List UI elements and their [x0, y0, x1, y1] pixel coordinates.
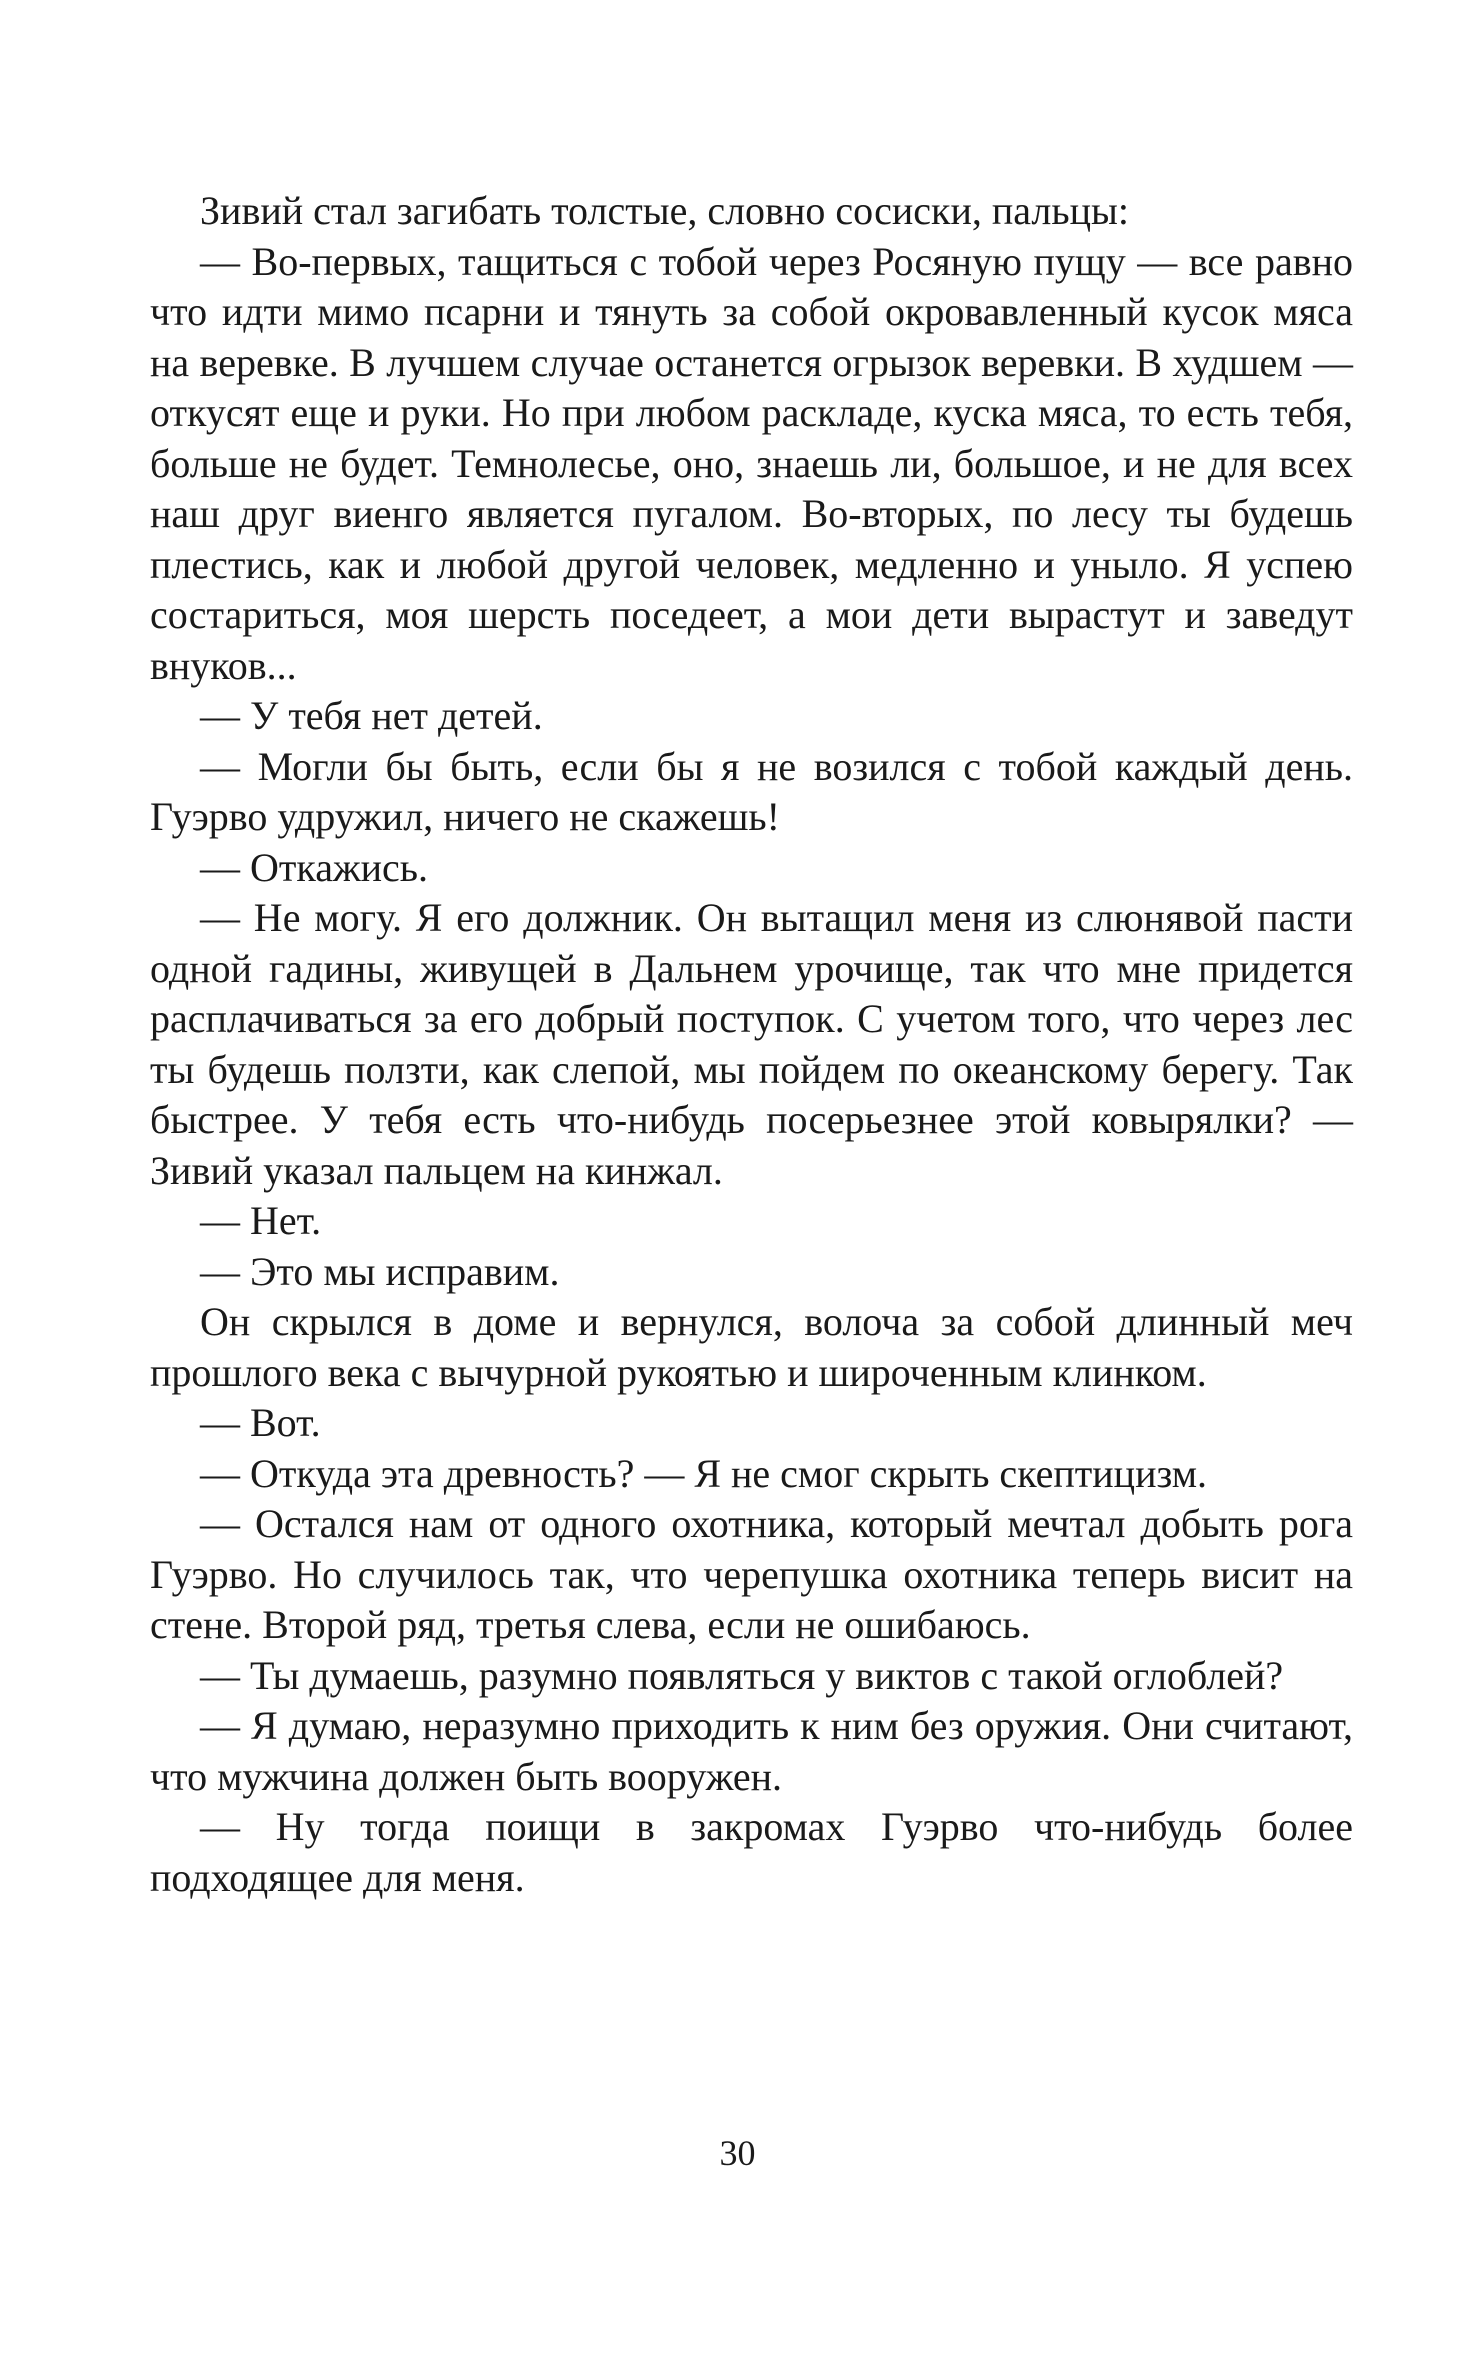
paragraph-2: — Во-первых, тащиться с тобой через Росяную пущу — все равно что идти мимо псарни и тянуть за собой окровавленный кусок мяса на веревке. В лучшем случае останется огрызок веревки. В худшем — откусят еще и руки. Но при любом раскладе, куска мяса, то есть тебя, больше не будет. Темнолесье, оно, знаешь ли, большое, и не для всех наш друг виенго является пугалом. Во-вторых, по лесу ты будешь плестись, как и любой другой человек, медленно и уныло. Я успею состариться, моя шерсть поседеет, а мои дети вырастут и заведут внуков... [150, 238, 1353, 688]
paragraph-10: — Вот. [200, 1400, 321, 1445]
paragraph-15: — Ну тогда поищи в закромах Гуэрво что-нибудь более подходящее для меня. [150, 1804, 1353, 1900]
paragraph-6: — Не могу. Я его должник. Он вытащил меня из слюнявой пасти одной гадины, живущей в Дальнем урочище, так что мне придется расплачиваться за его добрый поступок. С учетом того, что через лес ты будешь ползти, как слепой, мы пойдем по океанскому берегу. Так быстрее. У тебя есть что-нибудь посерьезнее этой ковырялки? — Зивий указал пальцем на кинжал. [150, 895, 1353, 1193]
paragraph-4: — Могли бы быть, если бы я не возился с тобой каждый день. Гуэрво удружил, ничего не скажешь! [150, 743, 1353, 839]
page-body [150, 186, 1353, 1903]
paragraph-9: Он скрылся в доме и вернулся, волоча за собой длинный меч прошлого века с вычурной рукоятью и широченным клинком. [150, 1299, 1353, 1395]
paragraph-5: — Откажись. [200, 844, 428, 890]
paragraph-14: — Я думаю, неразумно приходить к ним без оружия. Они считают, что мужчина должен быть вооружен. [150, 1703, 1353, 1799]
paragraph-13: — Ты думаешь, разумно появляться у виктов с такой оглоблей? [200, 1652, 1284, 1698]
page-number: 30 [719, 2133, 756, 2173]
paragraph-8: — Это мы исправим. [200, 1248, 560, 1294]
paragraph-11: — Откуда эта древность? — Я не смог скрыть скептицизм. [200, 1450, 1208, 1496]
paragraph-1: Зивий стал загибать толстые, словно сосиски, пальцы: [200, 188, 1129, 233]
paragraph-3: — У тебя нет детей. [200, 693, 543, 738]
paragraph-7: — Нет. [200, 1198, 322, 1243]
paragraph-12: — Остался нам от одного охотника, который мечтал добыть рога Гуэрво. Но случилось так, что черепушка охотника теперь висит на стене. Второй ряд, третья слева, если не ошибаюсь. [150, 1501, 1353, 1647]
